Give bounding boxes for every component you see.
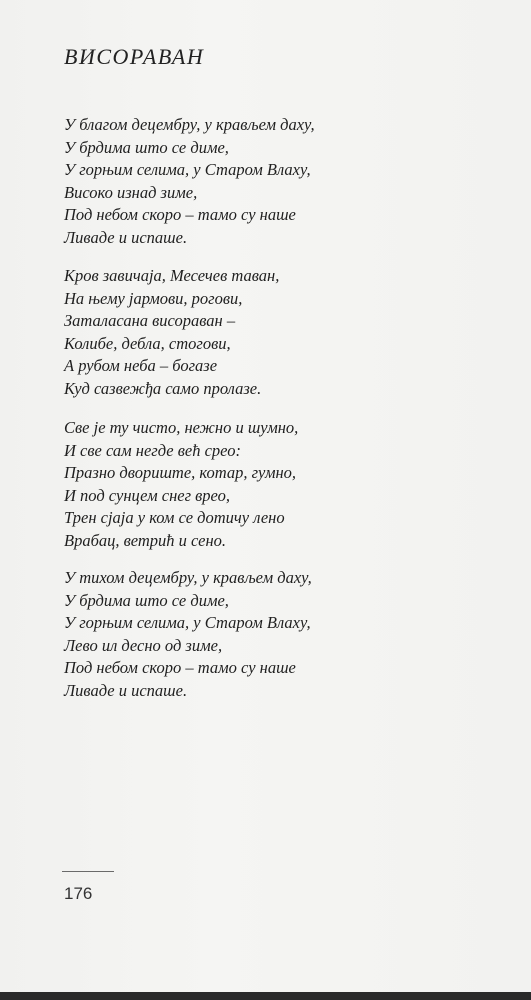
poem-line: И под сунцем снег врео,: [64, 485, 231, 505]
poem-line: На њему јармови, рогови,: [64, 288, 243, 308]
poem-line: Високо изнад зиме,: [64, 182, 198, 202]
poem-line: Ливаде и испаше.: [64, 227, 188, 247]
footer-rule: [62, 871, 114, 872]
poem-line: Лево ил десно од зиме,: [64, 635, 223, 655]
poem-title: ВИСОРАВАН: [64, 44, 205, 69]
poem-line: Кров завичаја, Месечев таван,: [64, 266, 280, 285]
stanza-1: [64, 114, 484, 250]
poem-line: Ливаде и испаше.: [64, 680, 188, 700]
poem-line: У горњим селима, у Старом Влаху,: [64, 613, 311, 633]
stanza-4: [64, 567, 484, 703]
page-number: 176: [64, 884, 93, 903]
poem-line: Куд сазвежђа само пролазе.: [64, 378, 262, 398]
poem-line: Све је ту чисто, нежно и шумно,: [64, 418, 299, 437]
poem-line: Трен сјаја у ком се дотичу лено: [64, 508, 285, 528]
poem-line: У брдима што се диме,: [64, 590, 229, 610]
stanza-2: [64, 265, 484, 401]
poem-line: Врабац, ветрић и сено.: [64, 530, 227, 550]
poem-line: И све сам негде већ срео:: [64, 440, 242, 460]
poem-line: У брдима што се диме,: [64, 137, 229, 157]
poem-line: Заталасана висораван –: [64, 311, 236, 331]
poem-line: Празно двориште, котар, гумно,: [64, 463, 297, 483]
poem-line: У благом децембру, у крављем даху,: [64, 115, 315, 134]
poem-line: У горњим селима, у Старом Влаху,: [64, 160, 311, 180]
stanza-3: [64, 417, 484, 553]
poem-line: Под небом скоро – тамо су наше: [64, 658, 296, 678]
poem-line: А рубом неба – богазе: [64, 356, 218, 376]
poem-line: Колибе, дебла, стогови,: [64, 333, 231, 353]
poem-line: Под небом скоро – тамо су наше: [64, 205, 296, 225]
scan-edge: [0, 992, 531, 1000]
poem-line: У тихом децембру, у крављем даху,: [64, 568, 312, 587]
